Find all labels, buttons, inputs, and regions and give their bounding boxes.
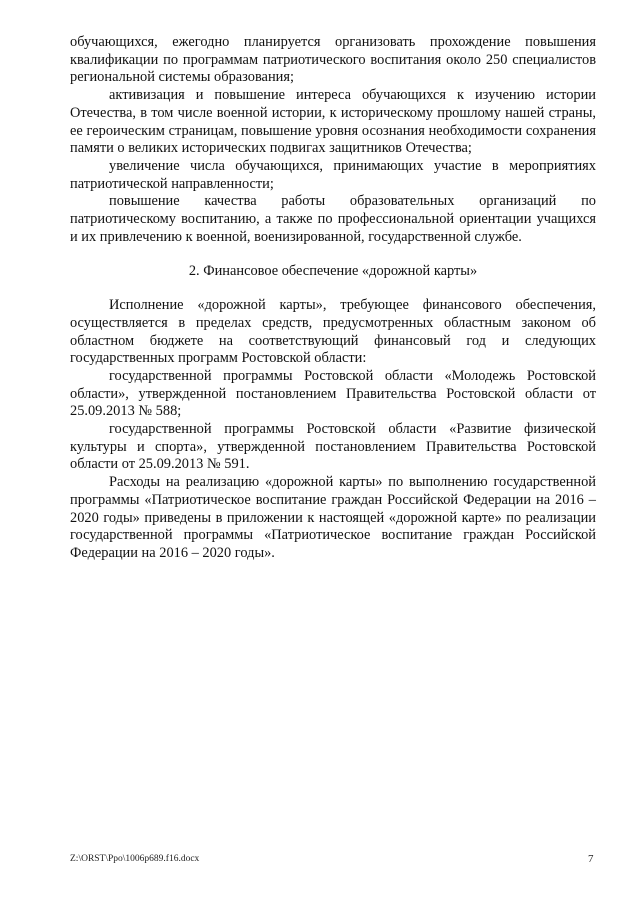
paragraph-history-interest: активизация и повышение интереса обучающихся к изучению истории Отечества, в том числе военной истории, к историческому прошлому нашей страны, ее героическим страницам, повышение уровня осознания необходимости сохранения памяти о великих исторических подвигах защитников Отечества;: [70, 87, 596, 157]
paragraph-program-sport: государственной программы Ростовской области «Развитие физической культуры и спорта», утвержденной постановлением Правительства Ростовской области от 25.09.2013 № 591.: [70, 421, 596, 473]
paragraph-program-youth: государственной программы Ростовской области «Молодежь Ростовской области», утвержденной постановлением Правительства Ростовской области от 25.09.2013 № 588;: [70, 367, 596, 420]
paragraph-quality: повышение качества работы образовательных организаций по патриотическому воспитанию, а также по профессиональной ориентации учащихся и их привлечению к военной, военизированной, государственной службе.: [70, 193, 596, 245]
paragraph-execution: Исполнение «дорожной карты», требующее финансового обеспечения, осуществляется в пределах средств, предусмотренных областным законом об областном бюджете на соответствующий финансовый год и следующих государственных программ Ростовской области:: [70, 297, 596, 367]
footer-file-path: Z:\ORST\Ppo\1006p689.f16.docx: [70, 854, 200, 864]
section-heading: 2. Финансовое обеспечение «дорожной карты»: [188, 263, 478, 280]
paragraph-participation: увеличение числа обучающихся, принимающих участие в мероприятиях патриотической направленности;: [70, 157, 596, 192]
page-number: 7: [588, 853, 594, 865]
paragraph-continuation: обучающихся, ежегодно планируется организовать прохождение повышения квалификации по программам патриотического воспитания около 250 специалистов региональной системы образования;: [70, 34, 596, 86]
paragraph-expenses: Расходы на реализацию «дорожной карты» по выполнению государственной программы «Патриотическое воспитание граждан Российской Федерации на 2016 – 2020 годы» приведены в приложении к настоящей «дорожной карте» по реализации государственной программы «Патриотическое воспитание граждан Российской Федерации на 2016 – 2020 годы».: [70, 474, 596, 561]
document-body: [70, 34, 596, 563]
